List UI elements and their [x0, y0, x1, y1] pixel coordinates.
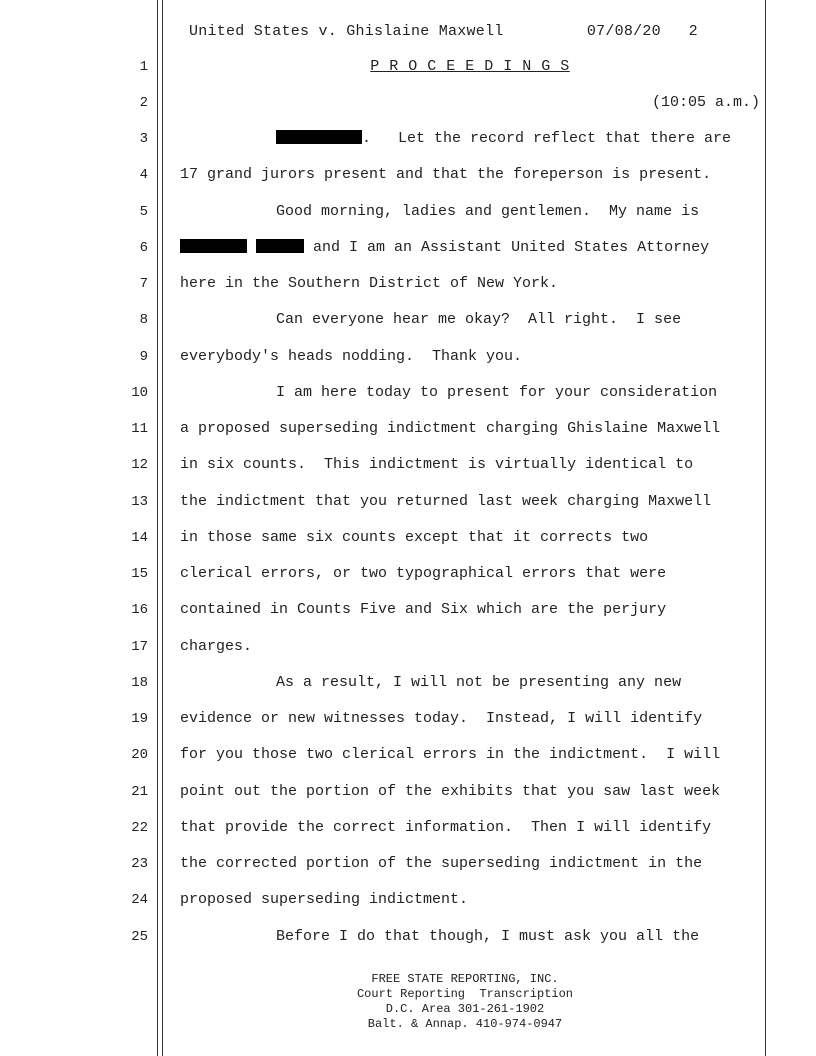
line-number: 6 [139, 240, 148, 256]
transcript-line: Before I do that though, I must ask you all the [276, 928, 700, 945]
transcript-line: here in the Southern District of New York. [180, 275, 559, 292]
transcript-line: charges. [180, 638, 253, 655]
line-number: 13 [131, 494, 148, 510]
line-number: 8 [139, 312, 148, 328]
footer-services: Court Reporting Transcription [356, 987, 574, 1001]
redaction-box [276, 130, 362, 144]
case-title: United States v. Ghislaine Maxwell [189, 23, 504, 40]
line-number: 24 [131, 892, 148, 908]
transcript-line: evidence or new witnesses today. Instead, I will identify [180, 710, 703, 727]
line-number: 10 [131, 385, 148, 401]
proceedings-title: P R O C E E D I N G S [370, 58, 570, 75]
page-number: 2 [688, 23, 698, 40]
page-footer [300, 972, 630, 1032]
header-date: 07/08/20 [586, 23, 661, 40]
transcript-line: in those same six counts except that it corrects two [180, 529, 649, 546]
transcript-line: point out the portion of the exhibits that you saw last week [180, 783, 721, 800]
line-number: 5 [139, 204, 148, 220]
transcript-line: As a result, I will not be presenting any new [276, 674, 682, 691]
line-number: 18 [131, 675, 148, 691]
line-number: 20 [131, 747, 148, 763]
page-header [189, 23, 698, 40]
time-stamp: (10:05 a.m.) [651, 94, 760, 111]
transcript-line [180, 93, 760, 113]
transcript-line: 17 grand jurors present and that the foreperson is present. [180, 166, 712, 183]
line-number: 22 [131, 820, 148, 836]
redaction-box [256, 239, 304, 253]
line-number: 23 [131, 856, 148, 872]
transcript-line: Good morning, ladies and gentlemen. My name is [276, 203, 700, 220]
transcript-line: Can everyone hear me okay? All right. I see [276, 311, 682, 328]
line-number: 14 [131, 530, 148, 546]
margin-rule-left-inner [162, 0, 163, 1056]
margin-rule-right [765, 0, 766, 1056]
line-number: 19 [131, 711, 148, 727]
transcript-line: and I am an Assistant United States Attorney [180, 238, 760, 258]
transcript-line: proposed superseding indictment. [180, 891, 469, 908]
transcript-line [180, 57, 760, 77]
redaction-box [180, 239, 247, 253]
line-number: 11 [131, 421, 148, 437]
footer-company: FREE STATE REPORTING, INC. [371, 972, 559, 986]
line-number: 3 [139, 131, 148, 147]
line-number: 9 [139, 349, 148, 365]
line-number: 17 [131, 639, 148, 655]
line-number: 1 [139, 59, 148, 75]
transcript-line: that provide the correct information. Then I will identify [180, 819, 712, 836]
transcript-line: in six counts. This indictment is virtually identical to [180, 456, 694, 473]
line-number: 15 [131, 566, 148, 582]
line-number: 21 [131, 784, 148, 800]
line-number: 2 [139, 95, 148, 111]
line-number: 25 [131, 929, 148, 945]
line-number: 4 [139, 167, 148, 183]
line-number: 12 [131, 457, 148, 473]
transcript-line: clerical errors, or two typographical errors that were [180, 565, 667, 582]
transcript-line: the indictment that you returned last week charging Maxwell [180, 493, 712, 510]
transcript-line: . Let the record reflect that there are [180, 129, 816, 149]
transcript-line: I am here today to present for your consideration [276, 384, 718, 401]
transcript-line: for you those two clerical errors in the indictment. I will [180, 746, 721, 763]
transcript-line: a proposed superseding indictment charging Ghislaine Maxwell [180, 420, 721, 437]
margin-rule-left-outer [157, 0, 158, 1056]
transcript-line: the corrected portion of the superseding indictment in the [180, 855, 703, 872]
footer-phone-balt: Balt. & Annap. 410-974-0947 [367, 1017, 563, 1031]
line-number: 16 [131, 602, 148, 618]
line-number: 7 [139, 276, 148, 292]
footer-phone-dc: D.C. Area 301-261-1902 [385, 1002, 545, 1016]
transcript-line: everybody's heads nodding. Thank you. [180, 348, 523, 365]
transcript-line: contained in Counts Five and Six which are the perjury [180, 601, 667, 618]
